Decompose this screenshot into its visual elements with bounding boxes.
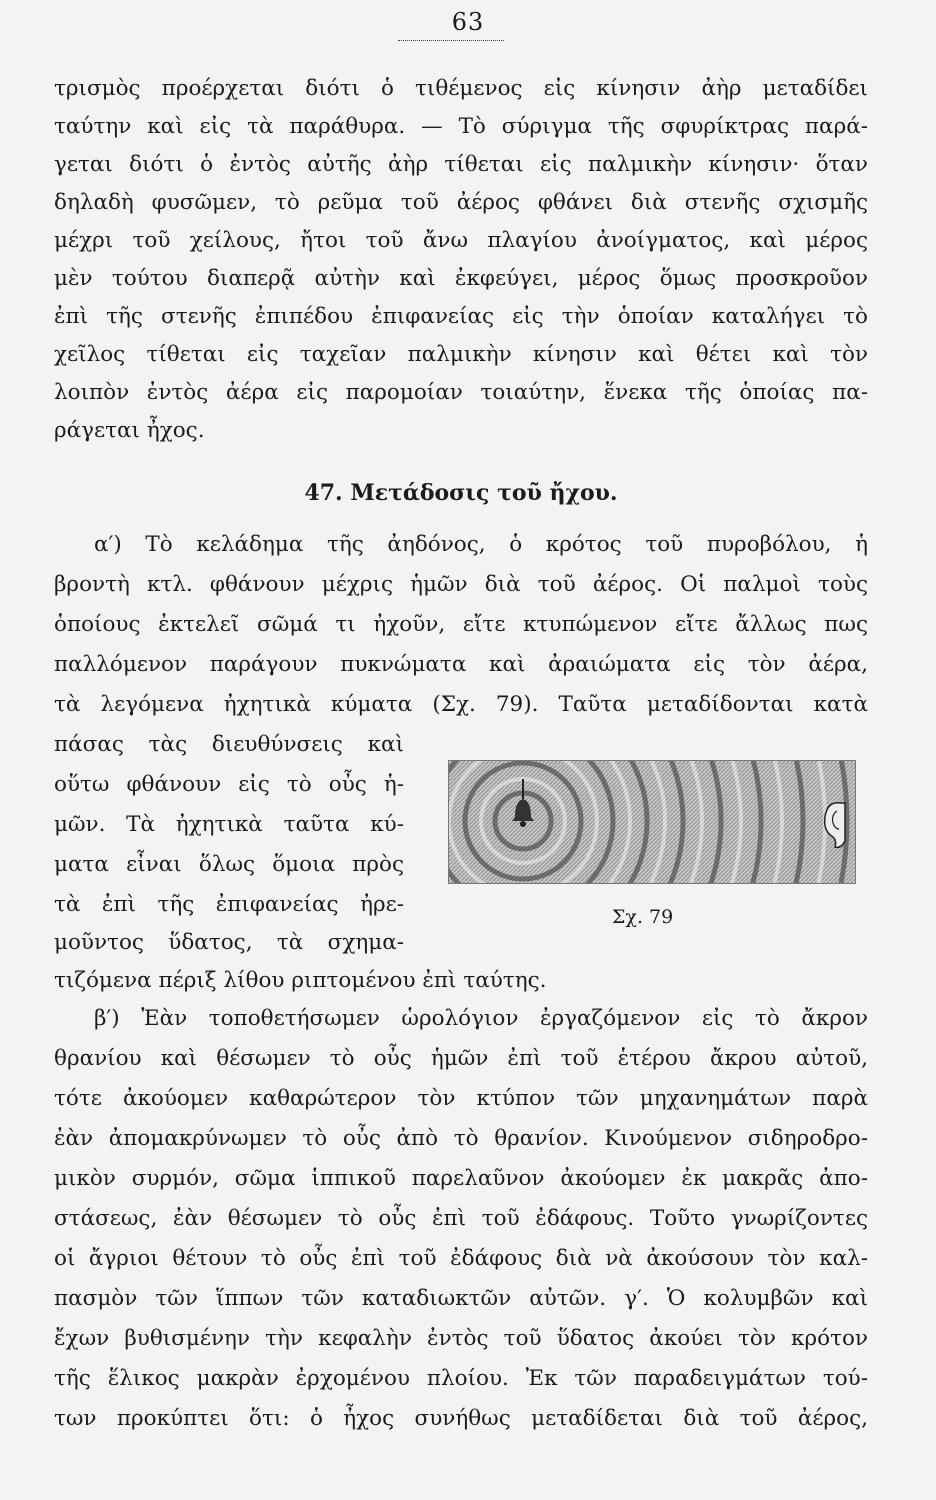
text-line: μέχρι τοῦ χείλους, ἤτοι τοῦ ἄνω πλαγίου ἀνοίγματος, καὶ μέρος	[54, 228, 868, 253]
text-line: δηλαδὴ φυσῶμεν, τὸ ρεῦμα τοῦ ἀέρος φθάνει διὰ στενῆς σχισμῆς	[54, 190, 868, 215]
text-line: ἔχων βυθισμένην τὴν κεφαλὴν ἐντὸς τοῦ ὕδατος ἀκούει τὸν κρότον	[54, 1326, 868, 1351]
text-line: α′) Τὸ κελάδημα τῆς ἀηδόνος, ὁ κρότος τοῦ πυροβόλου, ἡ	[94, 532, 868, 557]
sound-waves-figure	[448, 760, 856, 884]
text-line: ἐὰν ἀπομακρύνωμεν τὸ οὖς ἀπὸ τὸ θρανίον. Κινούμενον σιδηροδρο-	[54, 1126, 868, 1151]
text-line: ταύτην καὶ εἰς τὰ παράθυρα. — Τὸ σύριγμα τῆς σφυρίκτρας παρά-	[54, 114, 868, 139]
text-line: τὰ ἐπὶ τῆς ἐπιφανείας ἠρε-	[54, 892, 404, 917]
text-line: των προκύπτει ὅτι: ὁ ἦχος συνήθως μεταδίδεται διὰ τοῦ ἀέρος,	[54, 1406, 868, 1431]
text-line: πασμὸν τῶν ἵππων τῶν καταδιωκτῶν αὐτῶν. γ′. Ὁ κολυμβῶν καὶ	[54, 1286, 868, 1311]
page-number: 63	[451, 8, 485, 36]
text-line: χεῖλος τίθεται εἰς ταχεῖαν παλμικὴν κίνησιν καὶ θέτει καὶ τὸν	[54, 342, 868, 367]
text-line: οὕτω φθάνουν εἰς τὸ οὖς ἡ-	[54, 772, 404, 797]
text-line: βροντὴ κτλ. φθάνουν μέχρις ἡμῶν διὰ τοῦ ἀέρος. Οἱ παλμοὶ τοὺς	[54, 572, 868, 597]
header-rule	[398, 40, 504, 41]
text-line: ὁποίους ἐκτελεῖ σῶμά τι ἠχοῦν, εἴτε κτυπώμενον εἴτε ἄλλως πως	[54, 612, 868, 637]
text-line: πάσας τὰς διευθύνσεις καὶ	[54, 732, 404, 757]
text-line: ἐπὶ τῆς στενῆς ἐπιπέδου ἐπιφανείας εἰς τὴν ὁποίαν καταλήγει τὸ	[54, 304, 868, 329]
text-line: στάσεως, ἐὰν θέσωμεν τὸ οὖς ἐπὶ τοῦ ἐδάφους. Τοῦτο γνωρίζοντες	[54, 1206, 868, 1231]
sound-waves-illustration	[449, 761, 855, 883]
text-line: β′) Ἐὰν τοποθετήσωμεν ὡρολόγιον ἐργαζόμενον εἰς τὸ ἄκρον	[94, 1006, 868, 1031]
text-line: μοῦντος ὕδατος, τὰ σχημα-	[54, 930, 404, 955]
text-line: οἱ ἄγριοι θέτουν τὸ οὖς ἐπὶ τοῦ ἐδάφους διὰ νὰ ἀκούσουν τὸν καλ-	[54, 1246, 868, 1271]
text-line: μὲν τούτου διαπερᾷ αὐτὴν καὶ ἐκφεύγει, μέρος ὅμως προσκροῦον	[54, 266, 868, 291]
text-line: τρισμὸς προέρχεται διότι ὁ τιθέμενος εἰς κίνησιν ἀὴρ μεταδίδει	[54, 76, 868, 101]
text-line: λοιπὸν ἐντὸς ἀέρα εἰς παρομοίαν τοιαύτην, ἕνεκα τῆς ὁποίας πα-	[54, 380, 868, 405]
text-line: μῶν. Τὰ ἠχητικὰ ταῦτα κύ-	[54, 812, 404, 837]
text-line: τότε ἀκούομεν καθαρώτερον τὸν κτύπον τῶν μηχανημάτων παρὰ	[54, 1086, 868, 1111]
figure-caption: Σχ. 79	[612, 906, 674, 928]
text-line: γεται διότι ὁ ἐντὸς αὐτῆς ἀὴρ τίθεται εἰς παλμικὴν κίνησιν· ὅταν	[54, 152, 868, 177]
text-line: ράγεται ἦχος.	[54, 418, 205, 443]
text-line: ματα εἶναι ὅλως ὅμοια πρὸς	[54, 852, 404, 877]
text-line: τῆς ἕλικος μακρὰν ἐρχομένου πλοίου. Ἐκ τῶν παραδειγμάτων τού-	[54, 1366, 868, 1391]
text-line: θρανίου καὶ θέσωμεν τὸ οὖς ἡμῶν ἐπὶ τοῦ ἑτέρου ἄκρου αὐτοῦ,	[54, 1046, 868, 1071]
text-line: παλλόμενον παράγουν πυκνώματα καὶ ἀραιώματα εἰς τὸν ἀέρα,	[54, 652, 868, 677]
text-line: τὰ λεγόμενα ἠχητικὰ κύματα (Σχ. 79). Ταῦτα μεταδίδονται κατὰ	[54, 692, 868, 717]
text-line: τιζόμενα πέριξ λίθου ριπτομένου ἐπὶ ταύτης.	[54, 968, 547, 993]
text-line: μικὸν συρμόν, σῶμα ἱππικοῦ παρελαῦνον ἀκούομεν ἐκ μακρᾶς ἀπο-	[54, 1166, 868, 1191]
section-heading: 47. Μετάδοσις τοῦ ἤχου.	[304, 480, 618, 506]
